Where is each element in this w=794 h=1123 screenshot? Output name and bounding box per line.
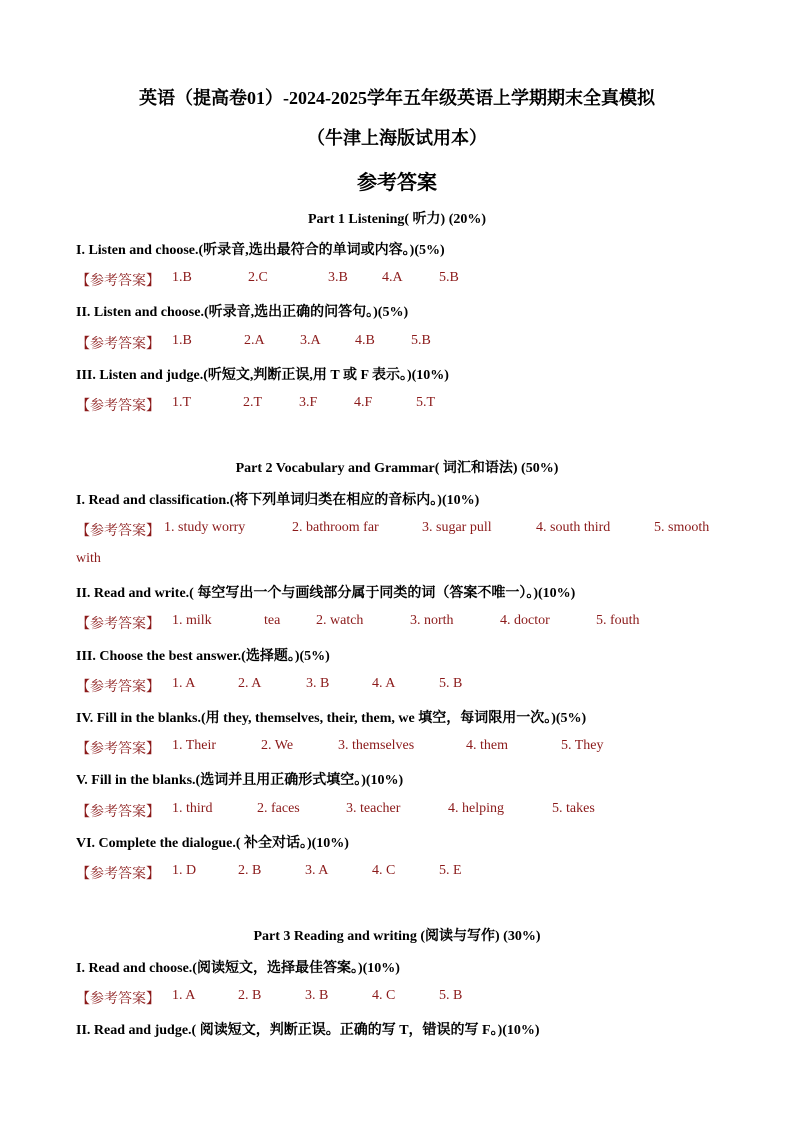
question-heading: III. Choose the best answer.(选择题。)(5%) (76, 649, 330, 664)
answer-item: 1. A (172, 676, 196, 691)
question-heading: IV. Fill in the blanks.(用 they, themselves, their, them, we 填空，每词限用一次。)(5%) (76, 711, 587, 726)
answer-item: 4. C (372, 863, 396, 878)
answer-item: 2. bathroom far (292, 520, 379, 535)
question-heading: I. Read and choose.(阅读短文，选择最佳答案。)(10%) (76, 961, 400, 976)
part1-heading: Part 1 Listening( 听力) (20%) (307, 212, 487, 227)
answer-item: 4.B (355, 333, 375, 348)
answer-item: 4. C (372, 988, 396, 1003)
part2-heading: Part 2 Vocabulary and Grammar( 词汇和语法) (50%) (235, 461, 559, 476)
answer-label: 【参考答案】 (76, 742, 160, 757)
answer-item: 2. B (238, 988, 262, 1003)
answer-label: 【参考答案】 (76, 337, 160, 352)
answer-item: 2.A (244, 333, 265, 348)
answer-row (76, 676, 463, 696)
answer-item: 1. third (172, 801, 213, 816)
answer-item: 1. milk (172, 613, 212, 628)
answer-row (76, 863, 462, 883)
answer-row (76, 613, 640, 633)
answer-item: 4.F (354, 395, 373, 410)
answer-item: 2. faces (257, 801, 300, 816)
answer-item: 5. takes (552, 801, 595, 816)
answer-item: 2.T (243, 395, 263, 410)
answer-item: 2. watch (316, 613, 364, 628)
answer-item: 3. B (305, 988, 329, 1003)
answer-item: 4. south third (536, 520, 611, 535)
question-heading: II. Read and judge.( 阅读短文，判断正误。正确的写 T，错误的写 F。)(10%) (76, 1023, 540, 1038)
answer-row (76, 988, 463, 1008)
answer-item: 1.T (172, 395, 192, 410)
document-title: 英语（提高卷01）-2024-2025学年五年级英语上学期期末全真模拟 (139, 88, 655, 108)
answer-item: 3. A (305, 863, 329, 878)
answer-item: 4.A (382, 270, 403, 285)
answer-label: 【参考答案】 (76, 867, 160, 882)
answer-item: 1.B (172, 333, 192, 348)
answer-item: 3. north (410, 613, 454, 628)
answer-item: 2. We (261, 738, 294, 753)
answer-item: 2. A (238, 676, 262, 691)
answer-item: 1. Their (172, 738, 217, 753)
answer-item: 5.T (416, 395, 436, 410)
answer-label: 【参考答案】 (76, 524, 160, 539)
answer-row (76, 801, 595, 821)
question-heading: II. Read and write.( 每空写出一个与画线部分属于同类的词（答案不唯一）。)(10%) (76, 586, 576, 601)
answer-item: 2. B (238, 863, 262, 878)
answer-row (76, 738, 604, 758)
answer-row (76, 333, 431, 353)
answer-item: 1.B (172, 270, 192, 285)
answer-item: tea (264, 613, 281, 628)
answer-label: 【参考答案】 (76, 399, 160, 414)
answer-item: 5. B (439, 676, 463, 691)
answer-item: 5. E (439, 863, 462, 878)
answer-item: 4. doctor (500, 613, 550, 628)
answer-label: 【参考答案】 (76, 680, 160, 695)
answer-item: 5. smooth (654, 520, 710, 535)
answer-label: 【参考答案】 (76, 805, 160, 820)
answer-item: 4. A (372, 676, 396, 691)
question-heading: V. Fill in the blanks.(选词并且用正确形式填空。)(10%) (76, 773, 404, 788)
question-heading: II. Listen and choose.(听录音,选出正确的问答句。)(5%) (76, 305, 409, 320)
answer-item: 5. B (439, 988, 463, 1003)
answer-item: 5. They (561, 738, 604, 753)
answer-item: 1. D (172, 863, 197, 878)
question-heading: III. Listen and judge.(听短文,判断正误,用 T 或 F 表示。)(10%) (76, 368, 449, 383)
answer-item: 5. fouth (596, 613, 640, 628)
answer-row (76, 395, 436, 415)
question-heading: I. Listen and choose.(听录音,选出最符合的单词或内容。)(5%) (76, 243, 445, 258)
answer-item: 2.C (248, 270, 268, 285)
answer-label: 【参考答案】 (76, 992, 160, 1007)
answers-heading: 参考答案 (357, 172, 437, 194)
question-heading: VI. Complete the dialogue.( 补全对话。)(10%) (76, 836, 349, 851)
answer-label: 【参考答案】 (76, 274, 160, 289)
answer-continuation: with (76, 551, 101, 566)
answer-item: 5.B (439, 270, 459, 285)
answer-item: 5.B (411, 333, 431, 348)
answer-item: 4. helping (448, 801, 504, 816)
part3-heading: Part 3 Reading and writing (阅读与写作) (30%) (253, 929, 541, 944)
answer-item: 3. teacher (346, 801, 401, 816)
answer-item: 1. A (172, 988, 196, 1003)
answer-item: 3. sugar pull (422, 520, 492, 535)
answer-item: 3.A (300, 333, 321, 348)
answer-item: 3.B (328, 270, 348, 285)
answer-item: 3. B (306, 676, 330, 691)
answer-item: 3.F (299, 395, 318, 410)
answer-item: 1. study worry (164, 520, 246, 535)
answer-row (76, 270, 459, 290)
answer-item: 4. them (466, 738, 508, 753)
answer-row (76, 520, 710, 540)
document-subtitle: （牛津上海版试用本） (307, 128, 487, 148)
answer-item: 3. themselves (338, 738, 415, 753)
question-heading: I. Read and classification.(将下列单词归类在相应的音标内。)(10%) (76, 493, 480, 508)
answer-label: 【参考答案】 (76, 617, 160, 632)
